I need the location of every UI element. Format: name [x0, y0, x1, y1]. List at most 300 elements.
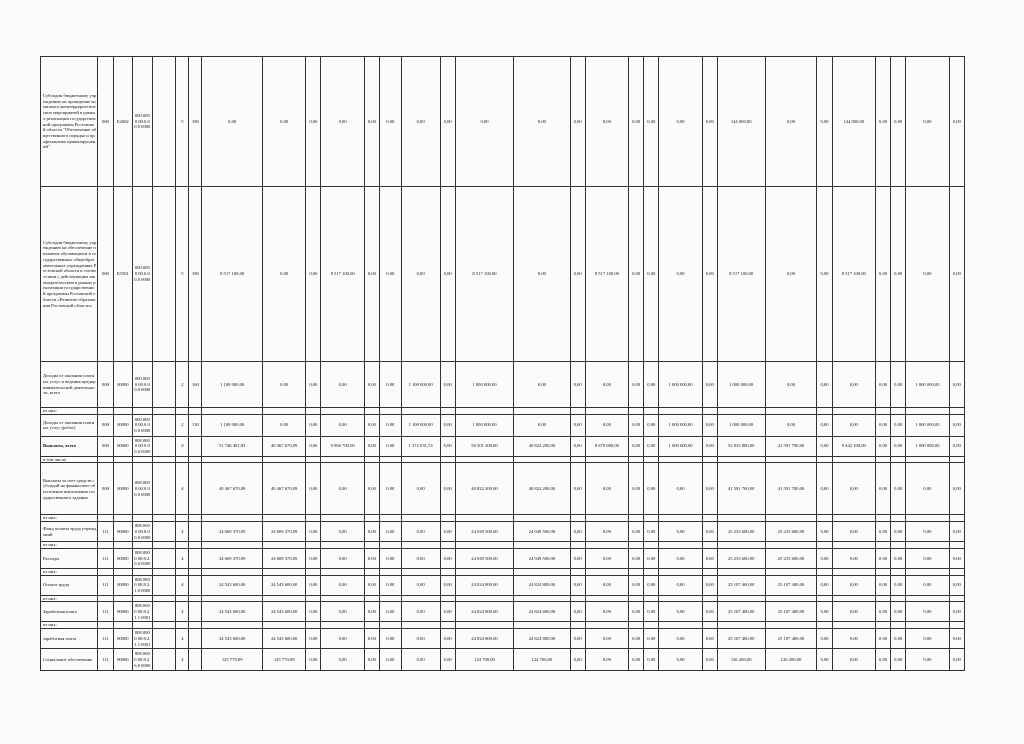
empty-cell [306, 568, 321, 575]
empty-cell [629, 622, 644, 629]
value-cell: 0,00 [321, 414, 364, 436]
value-cell: 0,00 [514, 57, 570, 187]
value-cell: 0,00 [570, 436, 585, 456]
empty-cell [585, 568, 628, 575]
empty-cell [98, 515, 113, 522]
empty-cell [401, 622, 440, 629]
row-code-cell: 00000 [113, 414, 132, 436]
row-code-cell: 000.0000 00.0.00.0 0000 [133, 57, 152, 187]
value-cell: 0,00 [906, 629, 949, 649]
row-code-cell: 4 [176, 602, 189, 622]
row-code-cell: 2 [176, 414, 189, 436]
value-cell: 0,00 [401, 548, 440, 568]
row-code-cell: 5 [176, 187, 189, 362]
empty-cell [440, 595, 455, 602]
empty-cell [113, 456, 132, 463]
value-cell: 0,00 [949, 522, 964, 542]
empty-cell [133, 408, 152, 415]
empty-cell [262, 542, 305, 549]
empty-cell [644, 456, 659, 463]
empty-cell [585, 622, 628, 629]
row-code-cell: 808.0000 00.8.00.0 0000 [133, 522, 152, 542]
value-cell: 0,00 [364, 522, 379, 542]
value-cell: 0,00 [891, 629, 906, 649]
empty-cell [202, 542, 263, 549]
value-cell: 0,00 [832, 414, 875, 436]
empty-cell [702, 408, 717, 415]
value-cell: 0,00 [949, 629, 964, 649]
empty-cell [364, 622, 379, 629]
value-cell: 1 000 000,00 [659, 436, 702, 456]
empty-cell [379, 622, 401, 629]
value-cell: 24 949 500,00 [455, 548, 513, 568]
value-cell: 0,00 [765, 362, 817, 408]
empty-cell [202, 408, 263, 415]
empty-cell [765, 568, 817, 575]
empty-cell [585, 408, 628, 415]
empty-cell [440, 542, 455, 549]
value-cell: 41 591 700,00 [765, 436, 817, 456]
empty-cell [176, 595, 189, 602]
row-code-cell [189, 548, 202, 568]
value-cell: 0,00 [659, 463, 702, 515]
value-cell: 0,00 [644, 414, 659, 436]
value-cell: 0,00 [659, 187, 702, 362]
value-cell: 0,00 [321, 57, 364, 187]
row-code-cell: 111 [98, 629, 113, 649]
value-cell: 8 517 100,00 [585, 187, 628, 362]
value-cell: 0,00 [906, 548, 949, 568]
value-cell: 24 669 370,09 [262, 548, 305, 568]
value-cell: 0,00 [306, 463, 321, 515]
value-cell: 0,00 [585, 463, 628, 515]
value-cell: 0,00 [379, 436, 401, 456]
value-cell: 0,00 [379, 57, 401, 187]
row-code-cell: 000 [98, 57, 113, 187]
value-cell: 0,00 [306, 57, 321, 187]
empty-cell [765, 408, 817, 415]
table-row [41, 575, 965, 595]
value-cell: 0,00 [262, 187, 305, 362]
table-row [41, 548, 965, 568]
empty-cell [514, 542, 570, 549]
empty-cell [379, 456, 401, 463]
table-row [41, 414, 965, 436]
value-cell: 0,00 [891, 522, 906, 542]
row-code-cell: 5 [176, 57, 189, 187]
value-cell: 24 824 800,00 [514, 629, 570, 649]
value-cell: 0,00 [832, 575, 875, 595]
empty-cell [262, 568, 305, 575]
value-cell: 0,00 [379, 522, 401, 542]
value-cell: 0,00 [949, 575, 964, 595]
value-cell: 24 543 600,00 [262, 575, 305, 595]
value-cell: 0,00 [321, 463, 364, 515]
financial-plan-table [40, 56, 965, 671]
row-code-cell: 111 [98, 602, 113, 622]
empty-cell [717, 595, 765, 602]
empty-cell [152, 522, 176, 542]
empty-cell [891, 595, 906, 602]
subheader-label: из них: [41, 542, 98, 549]
empty-cell [379, 542, 401, 549]
row-name-cell: Выплаты, всего [41, 436, 98, 456]
value-cell: 0,00 [585, 649, 628, 671]
value-cell: 0,00 [570, 57, 585, 187]
value-cell: 0,00 [306, 602, 321, 622]
value-cell: 25 107 400,00 [765, 602, 817, 622]
value-cell: 0,00 [891, 575, 906, 595]
value-cell: 0,00 [379, 548, 401, 568]
empty-cell [152, 187, 176, 362]
value-cell: 0,00 [570, 575, 585, 595]
empty-cell [440, 456, 455, 463]
value-cell: 0,00 [262, 414, 305, 436]
value-cell: 0,00 [629, 463, 644, 515]
empty-cell [514, 568, 570, 575]
row-code-cell: 00000 [113, 548, 132, 568]
value-cell: 0,00 [401, 57, 440, 187]
empty-cell [189, 568, 202, 575]
value-cell: 0,00 [440, 629, 455, 649]
empty-cell [644, 408, 659, 415]
empty-cell [514, 515, 570, 522]
empty-cell [262, 622, 305, 629]
empty-cell [832, 622, 875, 629]
empty-cell [659, 542, 702, 549]
row-code-cell [189, 522, 202, 542]
empty-cell [817, 456, 832, 463]
empty-cell [891, 515, 906, 522]
empty-cell [832, 595, 875, 602]
value-cell: 0,00 [364, 436, 379, 456]
row-code-cell: 808.0000 00.0.00.0 0000 [133, 436, 152, 456]
value-cell: 0,00 [817, 187, 832, 362]
subheader-label: в том числе: [41, 456, 98, 463]
value-cell: 0,00 [440, 362, 455, 408]
value-cell: 0,00 [364, 575, 379, 595]
value-cell: 0,00 [401, 629, 440, 649]
value-cell: 0,00 [629, 548, 644, 568]
empty-cell [906, 456, 949, 463]
value-cell: 0,00 [364, 362, 379, 408]
value-cell: 0,00 [629, 522, 644, 542]
value-cell: 0,00 [817, 548, 832, 568]
empty-cell [875, 515, 890, 522]
subheader-row [41, 542, 965, 549]
row-code-cell: 111 [98, 575, 113, 595]
empty-cell [401, 408, 440, 415]
empty-cell [949, 622, 964, 629]
value-cell: 0,00 [875, 414, 890, 436]
value-cell: 125 770,09 [262, 649, 305, 671]
value-cell: 0,00 [364, 548, 379, 568]
value-cell: 0,00 [949, 463, 964, 515]
value-cell: 0,00 [644, 436, 659, 456]
empty-cell [152, 408, 176, 415]
value-cell: 0,00 [514, 414, 570, 436]
empty-cell [906, 595, 949, 602]
value-cell: 0,00 [817, 602, 832, 622]
empty-cell [152, 595, 176, 602]
empty-cell [152, 542, 176, 549]
value-cell: 24 949 500,00 [455, 522, 513, 542]
value-cell: 126 200,00 [765, 649, 817, 671]
value-cell: 0,00 [585, 522, 628, 542]
empty-cell [440, 515, 455, 522]
value-cell: 0,00 [875, 548, 890, 568]
value-cell: 0,00 [629, 187, 644, 362]
empty-cell [440, 568, 455, 575]
empty-cell [455, 515, 513, 522]
row-code-cell: 4 [176, 649, 189, 671]
value-cell: 0,00 [202, 57, 263, 187]
empty-cell [659, 456, 702, 463]
value-cell: 25 107 400,00 [717, 602, 765, 622]
value-cell: 0,00 [765, 187, 817, 362]
value-cell: 0,00 [585, 414, 628, 436]
value-cell: 25 233 600,00 [765, 548, 817, 568]
value-cell: 0,00 [379, 629, 401, 649]
empty-cell [570, 595, 585, 602]
value-cell: 0,00 [440, 436, 455, 456]
empty-cell [891, 408, 906, 415]
value-cell: 0,00 [765, 57, 817, 187]
empty-cell [875, 595, 890, 602]
empty-cell [906, 622, 949, 629]
value-cell: 25 107 400,00 [765, 575, 817, 595]
value-cell: 0,00 [379, 463, 401, 515]
empty-cell [189, 515, 202, 522]
empty-cell [629, 515, 644, 522]
empty-cell [202, 568, 263, 575]
subheader-row [41, 595, 965, 602]
value-cell: 24 669 370,09 [202, 548, 263, 568]
subheader-row [41, 568, 965, 575]
value-cell: 51 746 401,83 [202, 436, 263, 456]
value-cell: 8 517 100,00 [717, 187, 765, 362]
value-cell: 24 949 500,00 [514, 522, 570, 542]
value-cell: 24 543 600,00 [202, 602, 263, 622]
table-row [41, 629, 965, 649]
value-cell: 0,00 [906, 463, 949, 515]
value-cell: 0,00 [817, 436, 832, 456]
row-name-cell: Выплаты за счет средств субсидий на финансовое обеспечение выполнения государственного задания [41, 463, 98, 515]
row-code-cell [189, 575, 202, 595]
empty-cell [152, 649, 176, 671]
value-cell: 0,00 [570, 602, 585, 622]
empty-cell [702, 456, 717, 463]
empty-cell [817, 595, 832, 602]
value-cell: 0,00 [364, 602, 379, 622]
table-row [41, 436, 965, 456]
table-row [41, 187, 965, 362]
value-cell: 0,00 [321, 548, 364, 568]
empty-cell [133, 568, 152, 575]
subheader-label: из них: [41, 515, 98, 522]
value-cell: 40 822 200,00 [514, 463, 570, 515]
empty-cell [113, 408, 132, 415]
row-name-cell: Доходы от оказания платных услуг и ведения предпринимательской деятельности, всего [41, 362, 98, 408]
value-cell: 0,00 [306, 575, 321, 595]
subheader-row [41, 622, 965, 629]
value-cell: 0,00 [875, 522, 890, 542]
empty-cell [514, 456, 570, 463]
value-cell: 124 700,00 [455, 649, 513, 671]
value-cell: 144 000,00 [717, 57, 765, 187]
value-cell: 0,00 [702, 187, 717, 362]
value-cell: 0,00 [629, 575, 644, 595]
empty-cell [455, 408, 513, 415]
empty-cell [306, 456, 321, 463]
value-cell: 0,00 [570, 649, 585, 671]
empty-cell [875, 622, 890, 629]
value-cell: 0,00 [702, 629, 717, 649]
empty-cell [570, 515, 585, 522]
value-cell: 0,00 [702, 602, 717, 622]
row-code-cell [189, 602, 202, 622]
row-code-cell [189, 463, 202, 515]
empty-cell [906, 542, 949, 549]
empty-cell [176, 456, 189, 463]
value-cell: 1 100 000,00 [401, 362, 440, 408]
empty-cell [949, 408, 964, 415]
empty-cell [152, 548, 176, 568]
empty-cell [629, 595, 644, 602]
empty-cell [629, 568, 644, 575]
value-cell: 9 906 700,00 [321, 436, 364, 456]
value-cell: 0,00 [440, 414, 455, 436]
empty-cell [306, 408, 321, 415]
row-code-cell: 808.0000 00.8.2.6.0 0000 [133, 649, 152, 671]
value-cell: 24 543 600,00 [202, 629, 263, 649]
value-cell: 0,00 [875, 57, 890, 187]
row-name-cell: Заработная плата [41, 602, 98, 622]
subheader-label: из них: [41, 622, 98, 629]
value-cell: 0,00 [659, 629, 702, 649]
value-cell: 0,00 [364, 57, 379, 187]
empty-cell [202, 515, 263, 522]
row-code-cell: Б5501 [113, 187, 132, 362]
row-code-cell: 111 [98, 548, 113, 568]
empty-cell [98, 408, 113, 415]
value-cell: 24 543 600,00 [202, 575, 263, 595]
value-cell: 0,00 [659, 57, 702, 187]
value-cell: 0,00 [644, 463, 659, 515]
row-code-cell: 00000 [113, 436, 132, 456]
value-cell: 40 467 670,09 [202, 463, 263, 515]
value-cell: 0,00 [401, 522, 440, 542]
empty-cell [98, 622, 113, 629]
value-cell: 0,00 [949, 362, 964, 408]
empty-cell [875, 456, 890, 463]
value-cell: 1 100 000,00 [202, 414, 263, 436]
empty-cell [832, 568, 875, 575]
value-cell: 0,00 [629, 57, 644, 187]
empty-cell [364, 542, 379, 549]
table-row [41, 649, 965, 671]
value-cell: 0,00 [891, 649, 906, 671]
value-cell: 0,00 [321, 575, 364, 595]
row-name-cell: Субсидии бюджетному учреждению на обеспечение питанием обучающихся в государственных общеобразовательных учреждениях Ростовской области в соответствии с действующим законодательством в рамках реализации государственной программы Ростовской области «Развитие образования Ростовской области» [41, 187, 98, 362]
empty-cell [832, 515, 875, 522]
value-cell: 24 543 600,00 [262, 629, 305, 649]
value-cell: 0,00 [891, 463, 906, 515]
value-cell: 0,00 [702, 522, 717, 542]
empty-cell [765, 456, 817, 463]
value-cell: 0,00 [906, 187, 949, 362]
value-cell: 0,00 [570, 522, 585, 542]
empty-cell [440, 622, 455, 629]
value-cell: 8 517 100,00 [321, 187, 364, 362]
empty-cell [321, 515, 364, 522]
subheader-label: из них: [41, 595, 98, 602]
empty-cell [570, 456, 585, 463]
value-cell: 0,00 [644, 548, 659, 568]
empty-cell [659, 568, 702, 575]
value-cell: 0,00 [401, 187, 440, 362]
empty-cell [585, 542, 628, 549]
subheader-row [41, 408, 965, 415]
empty-cell [364, 408, 379, 415]
empty-cell [717, 408, 765, 415]
empty-cell [176, 542, 189, 549]
value-cell: 8 517 100,00 [832, 187, 875, 362]
empty-cell [189, 622, 202, 629]
empty-cell [949, 595, 964, 602]
row-code-cell: 000 [98, 436, 113, 456]
empty-cell [364, 568, 379, 575]
value-cell: 9 442 100,00 [832, 436, 875, 456]
row-code-cell: 180 [189, 57, 202, 187]
value-cell: 0,00 [875, 187, 890, 362]
value-cell: 0,00 [321, 649, 364, 671]
empty-cell [98, 595, 113, 602]
value-cell: 124 700,00 [514, 649, 570, 671]
empty-cell [152, 629, 176, 649]
value-cell: 0,00 [455, 57, 513, 187]
empty-cell [262, 595, 305, 602]
value-cell: 25 233 600,00 [717, 522, 765, 542]
value-cell: 1 000 000,00 [906, 414, 949, 436]
row-code-cell [189, 629, 202, 649]
value-cell: 25 107 400,00 [717, 629, 765, 649]
value-cell: 0,00 [702, 436, 717, 456]
value-cell: 24 824 800,00 [455, 629, 513, 649]
value-cell: 0,00 [702, 649, 717, 671]
value-cell: 0,00 [644, 362, 659, 408]
row-code-cell: 000 [98, 187, 113, 362]
subheader-label: из них: [41, 568, 98, 575]
row-code-cell: 4 [176, 463, 189, 515]
empty-cell [585, 515, 628, 522]
value-cell: 1 372 031,74 [401, 436, 440, 456]
value-cell: 0,00 [321, 522, 364, 542]
empty-cell [152, 436, 176, 456]
value-cell: 0,00 [306, 414, 321, 436]
value-cell: 0,00 [401, 649, 440, 671]
empty-cell [817, 515, 832, 522]
value-cell: 25 107 400,00 [765, 629, 817, 649]
value-cell: 24 669 370,09 [202, 522, 263, 542]
value-cell: 0,00 [906, 57, 949, 187]
value-cell: 0,00 [875, 649, 890, 671]
empty-cell [644, 622, 659, 629]
row-code-cell: 000 [98, 414, 113, 436]
value-cell: 1 000 000,00 [659, 414, 702, 436]
value-cell: 0,00 [891, 436, 906, 456]
empty-cell [891, 568, 906, 575]
